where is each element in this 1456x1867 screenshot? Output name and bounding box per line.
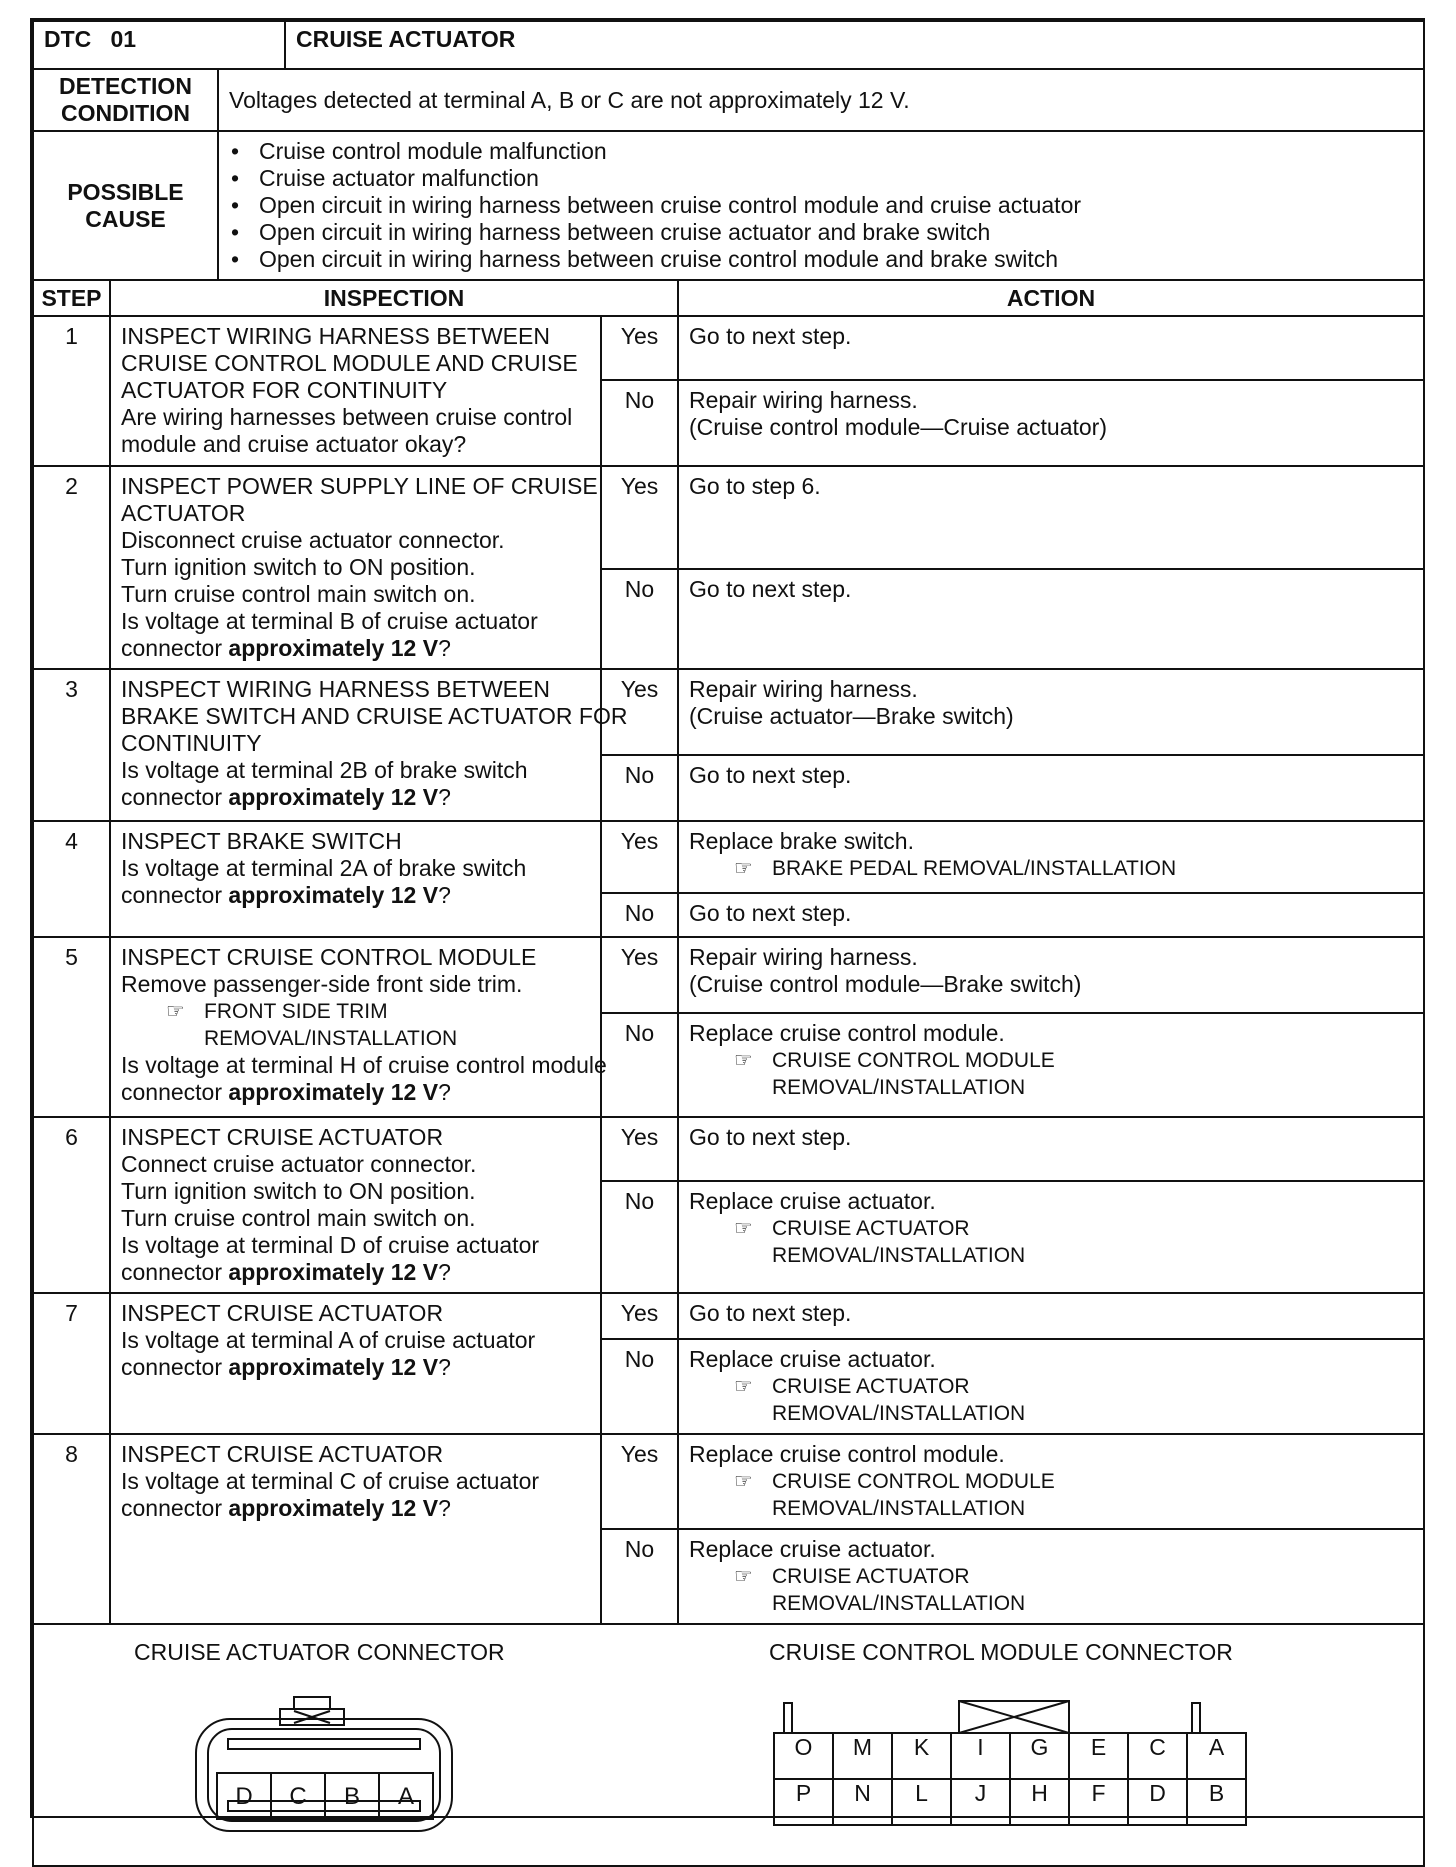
step-row — [33, 1434, 1424, 1529]
step-row — [33, 821, 1424, 893]
actuator-pin: C — [270, 1772, 326, 1820]
module-pin: D — [1128, 1779, 1187, 1825]
yes-label: Yes — [601, 316, 678, 380]
inspection-line: INSPECT WIRING HARNESS BETWEEN — [121, 323, 550, 349]
module-pin: H — [1010, 1779, 1069, 1825]
inspection-question-end: connector approximately 12 V? — [121, 1354, 451, 1380]
inspection-reference-line: REMOVAL/INSTALLATION — [204, 1027, 458, 1050]
action-line: Go to next step. — [689, 575, 852, 602]
action-reference: ☞ CRUISE ACTUATOR — [734, 1217, 970, 1240]
no-action — [678, 1181, 1424, 1293]
yes-label: Yes — [601, 821, 678, 893]
module-pin: E — [1069, 1733, 1128, 1779]
inspection-line: INSPECT CRUISE ACTUATOR — [121, 1300, 444, 1326]
step-inspection — [110, 821, 601, 937]
inspection-line: Turn ignition switch to ON position. — [121, 1178, 476, 1204]
detection-label: DETECTION CONDITION — [33, 69, 218, 131]
dtc-code-cell — [33, 21, 285, 69]
actuator-pin: B — [324, 1772, 380, 1820]
step-inspection — [110, 1434, 601, 1624]
action-line: Replace brake switch. — [689, 828, 914, 854]
dtc-sheet — [30, 18, 1425, 1818]
reference-arrow-icon: ☞ — [734, 1470, 753, 1493]
action-line: Go to step 6. — [689, 473, 821, 499]
inspection-line: INSPECT POWER SUPPLY LINE OF CRUISE — [121, 473, 598, 499]
possible-cause-item: • Cruise actuator malfunction — [229, 165, 1423, 192]
inspection-line: Turn ignition switch to ON position. — [121, 554, 476, 580]
dtc-label: DTC — [44, 26, 92, 52]
no-label: No — [601, 755, 678, 821]
inspection-line: BRAKE SWITCH AND CRUISE ACTUATOR FOR — [121, 703, 628, 729]
inspection-line: INSPECT CRUISE ACTUATOR — [121, 1124, 444, 1150]
step-inspection — [110, 1117, 601, 1293]
step-row — [33, 1293, 1424, 1339]
inspection-line: ACTUATOR — [121, 500, 246, 526]
action-line: Repair wiring harness. — [689, 676, 918, 702]
action-reference-line: REMOVAL/INSTALLATION — [772, 1592, 1026, 1615]
step-row — [33, 937, 1424, 1013]
step-column-header: STEP — [33, 280, 110, 316]
inspection-question-end: connector approximately 12 V? — [121, 1495, 451, 1521]
module-connector-latch — [774, 1695, 1214, 1735]
inspection-line: ACTUATOR FOR CONTINUITY — [121, 377, 448, 403]
possible-cause-item: • Open circuit in wiring harness between cruise actuator and brake switch — [229, 219, 1423, 246]
inspection-line: INSPECT BRAKE SWITCH — [121, 828, 402, 854]
yes-label: Yes — [601, 1434, 678, 1529]
step-number: 3 — [33, 669, 110, 821]
inspection-line: Turn cruise control main switch on. — [121, 1205, 476, 1231]
inspection-line: module and cruise actuator okay? — [121, 431, 467, 457]
action-reference-line: REMOVAL/INSTALLATION — [772, 1497, 1026, 1520]
step-row — [33, 466, 1424, 569]
inspection-question-end: connector approximately 12 V? — [121, 784, 451, 810]
no-action — [678, 893, 1424, 937]
reference-arrow-icon: ☞ — [734, 1217, 753, 1240]
yes-action — [678, 821, 1424, 893]
reference-arrow-icon: ☞ — [734, 1565, 753, 1588]
step-row — [33, 1117, 1424, 1181]
dtc-code: 01 — [110, 26, 137, 52]
action-line: Replace cruise actuator. — [689, 1346, 936, 1372]
reference-arrow-icon: ☞ — [734, 1049, 753, 1072]
no-action — [678, 1013, 1424, 1117]
step-number: 5 — [33, 937, 110, 1117]
action-line: (Cruise control module—Brake switch) — [689, 971, 1082, 997]
module-pin: L — [892, 1779, 951, 1825]
step-inspection — [110, 1293, 601, 1434]
action-reference: ☞ BRAKE PEDAL REMOVAL/INSTALLATION — [734, 857, 1177, 880]
inspection-line: Is voltage at terminal B of cruise actuator — [121, 608, 538, 634]
step-row — [33, 316, 1424, 380]
inspection-line: Is voltage at terminal C of cruise actuator — [121, 1468, 540, 1494]
inspection-line: INSPECT CRUISE CONTROL MODULE — [121, 944, 537, 970]
action-reference-line: REMOVAL/INSTALLATION — [772, 1076, 1026, 1099]
action-line: Replace cruise control module. — [689, 1441, 1005, 1467]
action-line: Replace cruise actuator. — [689, 1536, 936, 1562]
inspection-column-header: INSPECTION — [110, 280, 678, 316]
action-reference: ☞ CRUISE CONTROL MODULE — [734, 1049, 1055, 1072]
inspection-line: Is voltage at terminal 2A of brake switch — [121, 855, 527, 881]
no-action — [678, 569, 1424, 670]
no-label: No — [601, 893, 678, 937]
module-pin: P — [774, 1779, 833, 1825]
yes-action — [678, 316, 1424, 380]
yes-action — [678, 466, 1424, 569]
step-inspection — [110, 669, 628, 821]
no-action — [678, 1339, 1424, 1434]
possible-cause-list — [218, 131, 1424, 280]
step-number: 8 — [33, 1434, 110, 1624]
yes-label: Yes — [601, 1293, 678, 1339]
action-line: Go to next step. — [689, 323, 852, 349]
yes-label: Yes — [601, 669, 678, 755]
yes-label: Yes — [601, 1117, 678, 1181]
module-pin: O — [774, 1733, 833, 1779]
step-inspection — [110, 316, 601, 466]
inspection-line: CONTINUITY — [121, 730, 262, 756]
no-label: No — [601, 1181, 678, 1293]
no-label: No — [601, 380, 678, 466]
action-line: Repair wiring harness. — [689, 387, 918, 413]
yes-action — [678, 1293, 1424, 1339]
step-inspection — [110, 937, 607, 1117]
inspection-reference: ☞ FRONT SIDE TRIM — [166, 1000, 388, 1023]
module-pin: M — [833, 1733, 892, 1779]
possible-cause-item: • Open circuit in wiring harness between cruise control module and cruise actuator — [229, 192, 1423, 219]
inspection-line: Is voltage at terminal H of cruise control module — [121, 1052, 607, 1078]
action-reference: ☞ CRUISE ACTUATOR — [734, 1565, 970, 1588]
dtc-title: CRUISE ACTUATOR — [285, 21, 1424, 69]
inspection-line: Connect cruise actuator connector. — [121, 1151, 477, 1177]
no-action — [678, 755, 1424, 821]
yes-action — [678, 937, 1424, 1013]
action-line: Go to next step. — [689, 1124, 852, 1150]
no-action — [678, 1529, 1424, 1624]
yes-label: Yes — [601, 466, 678, 569]
step-number: 7 — [33, 1293, 110, 1434]
module-pin: I — [951, 1733, 1010, 1779]
connector-diagrams — [33, 1624, 1424, 1866]
action-line: Go to next step. — [689, 1300, 852, 1326]
action-line: Replace cruise actuator. — [689, 1188, 936, 1214]
inspection-question-end: connector approximately 12 V? — [121, 882, 451, 908]
no-label: No — [601, 569, 678, 670]
inspection-line: Is voltage at terminal A of cruise actuator — [121, 1327, 536, 1353]
module-pin: J — [951, 1779, 1010, 1825]
yes-action — [678, 669, 1424, 755]
inspection-line: Is voltage at terminal 2B of brake switch — [121, 757, 528, 783]
step-row — [33, 669, 1424, 755]
inspection-question-end: connector approximately 12 V? — [121, 635, 451, 661]
possible-cause-item: • Open circuit in wiring harness between cruise control module and brake switch — [229, 246, 1423, 273]
no-label: No — [601, 1339, 678, 1434]
inspection-line: Remove passenger-side front side trim. — [121, 971, 523, 997]
inspection-line: INSPECT WIRING HARNESS BETWEEN — [121, 676, 550, 702]
module-pin: C — [1128, 1733, 1187, 1779]
action-reference-line: REMOVAL/INSTALLATION — [772, 1244, 1026, 1267]
dtc-table — [32, 20, 1425, 1867]
inspection-question-end: connector approximately 12 V? — [121, 1079, 451, 1105]
action-line: (Cruise actuator—Brake switch) — [689, 703, 1014, 729]
reference-arrow-icon: ☞ — [734, 857, 753, 880]
module-pin: A — [1187, 1733, 1246, 1779]
action-reference-line: REMOVAL/INSTALLATION — [772, 1402, 1026, 1425]
no-action — [678, 380, 1424, 466]
reference-arrow-icon: ☞ — [734, 1375, 753, 1398]
inspection-line: Are wiring harnesses between cruise control — [121, 404, 573, 430]
module-connector-pins — [773, 1732, 1247, 1826]
step-number: 4 — [33, 821, 110, 937]
action-line: Repair wiring harness. — [689, 944, 918, 970]
actuator-pin: D — [216, 1772, 272, 1820]
module-connector-title: CRUISE CONTROL MODULE CONNECTOR — [769, 1639, 1233, 1665]
module-pin: K — [892, 1733, 951, 1779]
step-number: 2 — [33, 466, 110, 669]
action-line: Go to next step. — [689, 900, 852, 926]
inspection-line: Is voltage at terminal D of cruise actuator — [121, 1232, 540, 1258]
inspection-question-end: connector approximately 12 V? — [121, 1259, 451, 1285]
possible-cause-label: POSSIBLE CAUSE — [33, 131, 218, 280]
yes-action — [678, 1434, 1424, 1529]
module-pin: G — [1010, 1733, 1069, 1779]
reference-arrow-icon: ☞ — [166, 1000, 185, 1023]
no-label: No — [601, 1529, 678, 1624]
step-inspection — [110, 466, 601, 669]
action-reference: ☞ CRUISE CONTROL MODULE — [734, 1470, 1055, 1493]
actuator-pin: A — [378, 1772, 434, 1820]
action-reference: ☞ CRUISE ACTUATOR — [734, 1375, 970, 1398]
detection-text: Voltages detected at terminal A, B or C are not approximately 12 V. — [218, 69, 1424, 131]
actuator-connector-title: CRUISE ACTUATOR CONNECTOR — [134, 1639, 505, 1665]
inspection-line: Disconnect cruise actuator connector. — [121, 527, 505, 553]
yes-action — [678, 1117, 1424, 1181]
inspection-line: INSPECT CRUISE ACTUATOR — [121, 1441, 444, 1467]
module-pin: N — [833, 1779, 892, 1825]
action-column-header: ACTION — [678, 280, 1424, 316]
step-number: 1 — [33, 316, 110, 466]
step-number: 6 — [33, 1117, 110, 1293]
no-label: No — [601, 1013, 678, 1117]
yes-label: Yes — [601, 937, 678, 1013]
action-line: (Cruise control module—Cruise actuator) — [689, 414, 1107, 440]
module-pin: B — [1187, 1779, 1246, 1825]
possible-cause-item: • Cruise control module malfunction — [229, 138, 1423, 165]
action-line: Go to next step. — [689, 762, 852, 788]
action-line: Replace cruise control module. — [689, 1020, 1005, 1046]
inspection-line: Turn cruise control main switch on. — [121, 581, 476, 607]
inspection-line: CRUISE CONTROL MODULE AND CRUISE — [121, 350, 578, 376]
module-pin: F — [1069, 1779, 1128, 1825]
